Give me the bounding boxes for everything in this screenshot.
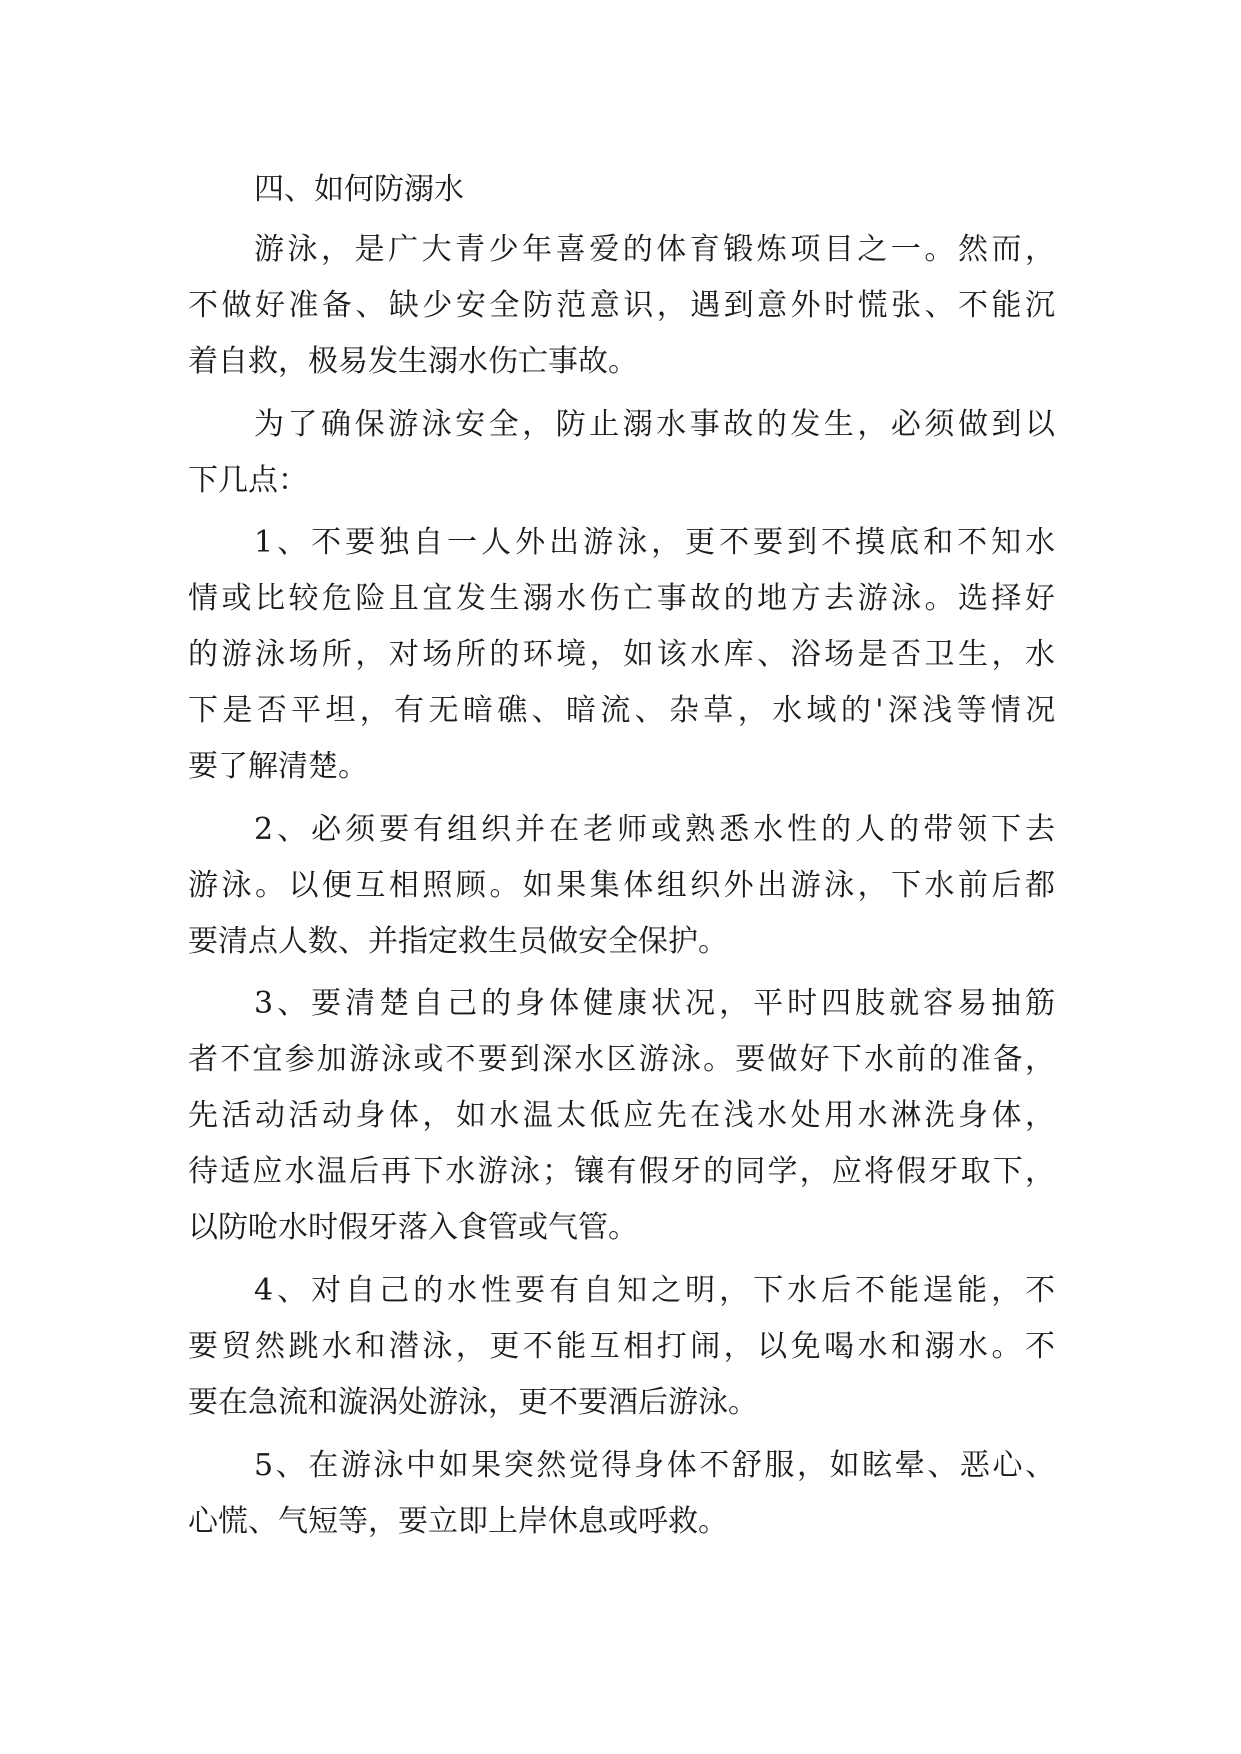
paragraph-line: 游泳，是广大青少年喜爱的体育锻炼项目之一。然而， <box>254 232 1059 267</box>
paragraph-line: 待适应水温后再下水游泳；镶有假牙的同学，应将假牙取下， <box>188 1154 1058 1189</box>
document-heading: 四、如何防溺水 <box>254 172 464 207</box>
paragraph-line: 下几点： <box>188 463 308 498</box>
paragraph-line: 要清点人数、并指定救生员做安全保护。 <box>188 924 728 959</box>
paragraph-line: 游泳。以便互相照顾。如果集体组织外出游泳，下水前后都 <box>188 868 1059 903</box>
paragraph-line: 的游泳场所，对场所的环境，如该水库、浴场是否卫生，水 <box>188 637 1059 672</box>
paragraph-line: 4、对自己的水性要有自知之明，下水后不能逞能，不 <box>254 1273 1060 1308</box>
paragraph-line: 不做好准备、缺少安全防范意识，遇到意外时慌张、不能沉 <box>188 288 1059 323</box>
paragraph-line: 者不宜参加游泳或不要到深水区游泳。要做好下水前的准备， <box>188 1042 1058 1077</box>
paragraph-line: 2、必须要有组织并在老师或熟悉水性的人的带领下去 <box>254 812 1060 847</box>
paragraph-line: 要了解清楚。 <box>188 749 368 784</box>
paragraph-line: 心慌、气短等，要立即上岸休息或呼救。 <box>188 1504 728 1539</box>
paragraph-line: 1、不要独自一人外出游泳，更不要到不摸底和不知水 <box>254 525 1060 560</box>
paragraph-line: 为了确保游泳安全，防止溺水事故的发生，必须做到以 <box>254 407 1059 442</box>
paragraph-line: 要贸然跳水和潜泳，更不能互相打闹，以免喝水和溺水。不 <box>188 1329 1059 1364</box>
paragraph-line: 着自救，极易发生溺水伤亡事故。 <box>188 344 638 379</box>
paragraph-line: 3、要清楚自己的身体健康状况，平时四肢就容易抽筋 <box>254 986 1060 1021</box>
paragraph-line: 5、在游泳中如果突然觉得身体不舒服，如眩晕、恶心、 <box>254 1448 1058 1483</box>
paragraph-line: 要在急流和漩涡处游泳，更不要酒后游泳。 <box>188 1385 758 1420</box>
paragraph-line: 下是否平坦，有无暗礁、暗流、杂草，水域的'深浅等情况 <box>188 693 1060 728</box>
paragraph-line: 情或比较危险且宜发生溺水伤亡事故的地方去游泳。选择好 <box>188 581 1059 616</box>
paragraph-line: 先活动活动身体，如水温太低应先在浅水处用水淋洗身体， <box>188 1098 1059 1133</box>
paragraph-line: 以防呛水时假牙落入食管或气管。 <box>188 1210 638 1245</box>
